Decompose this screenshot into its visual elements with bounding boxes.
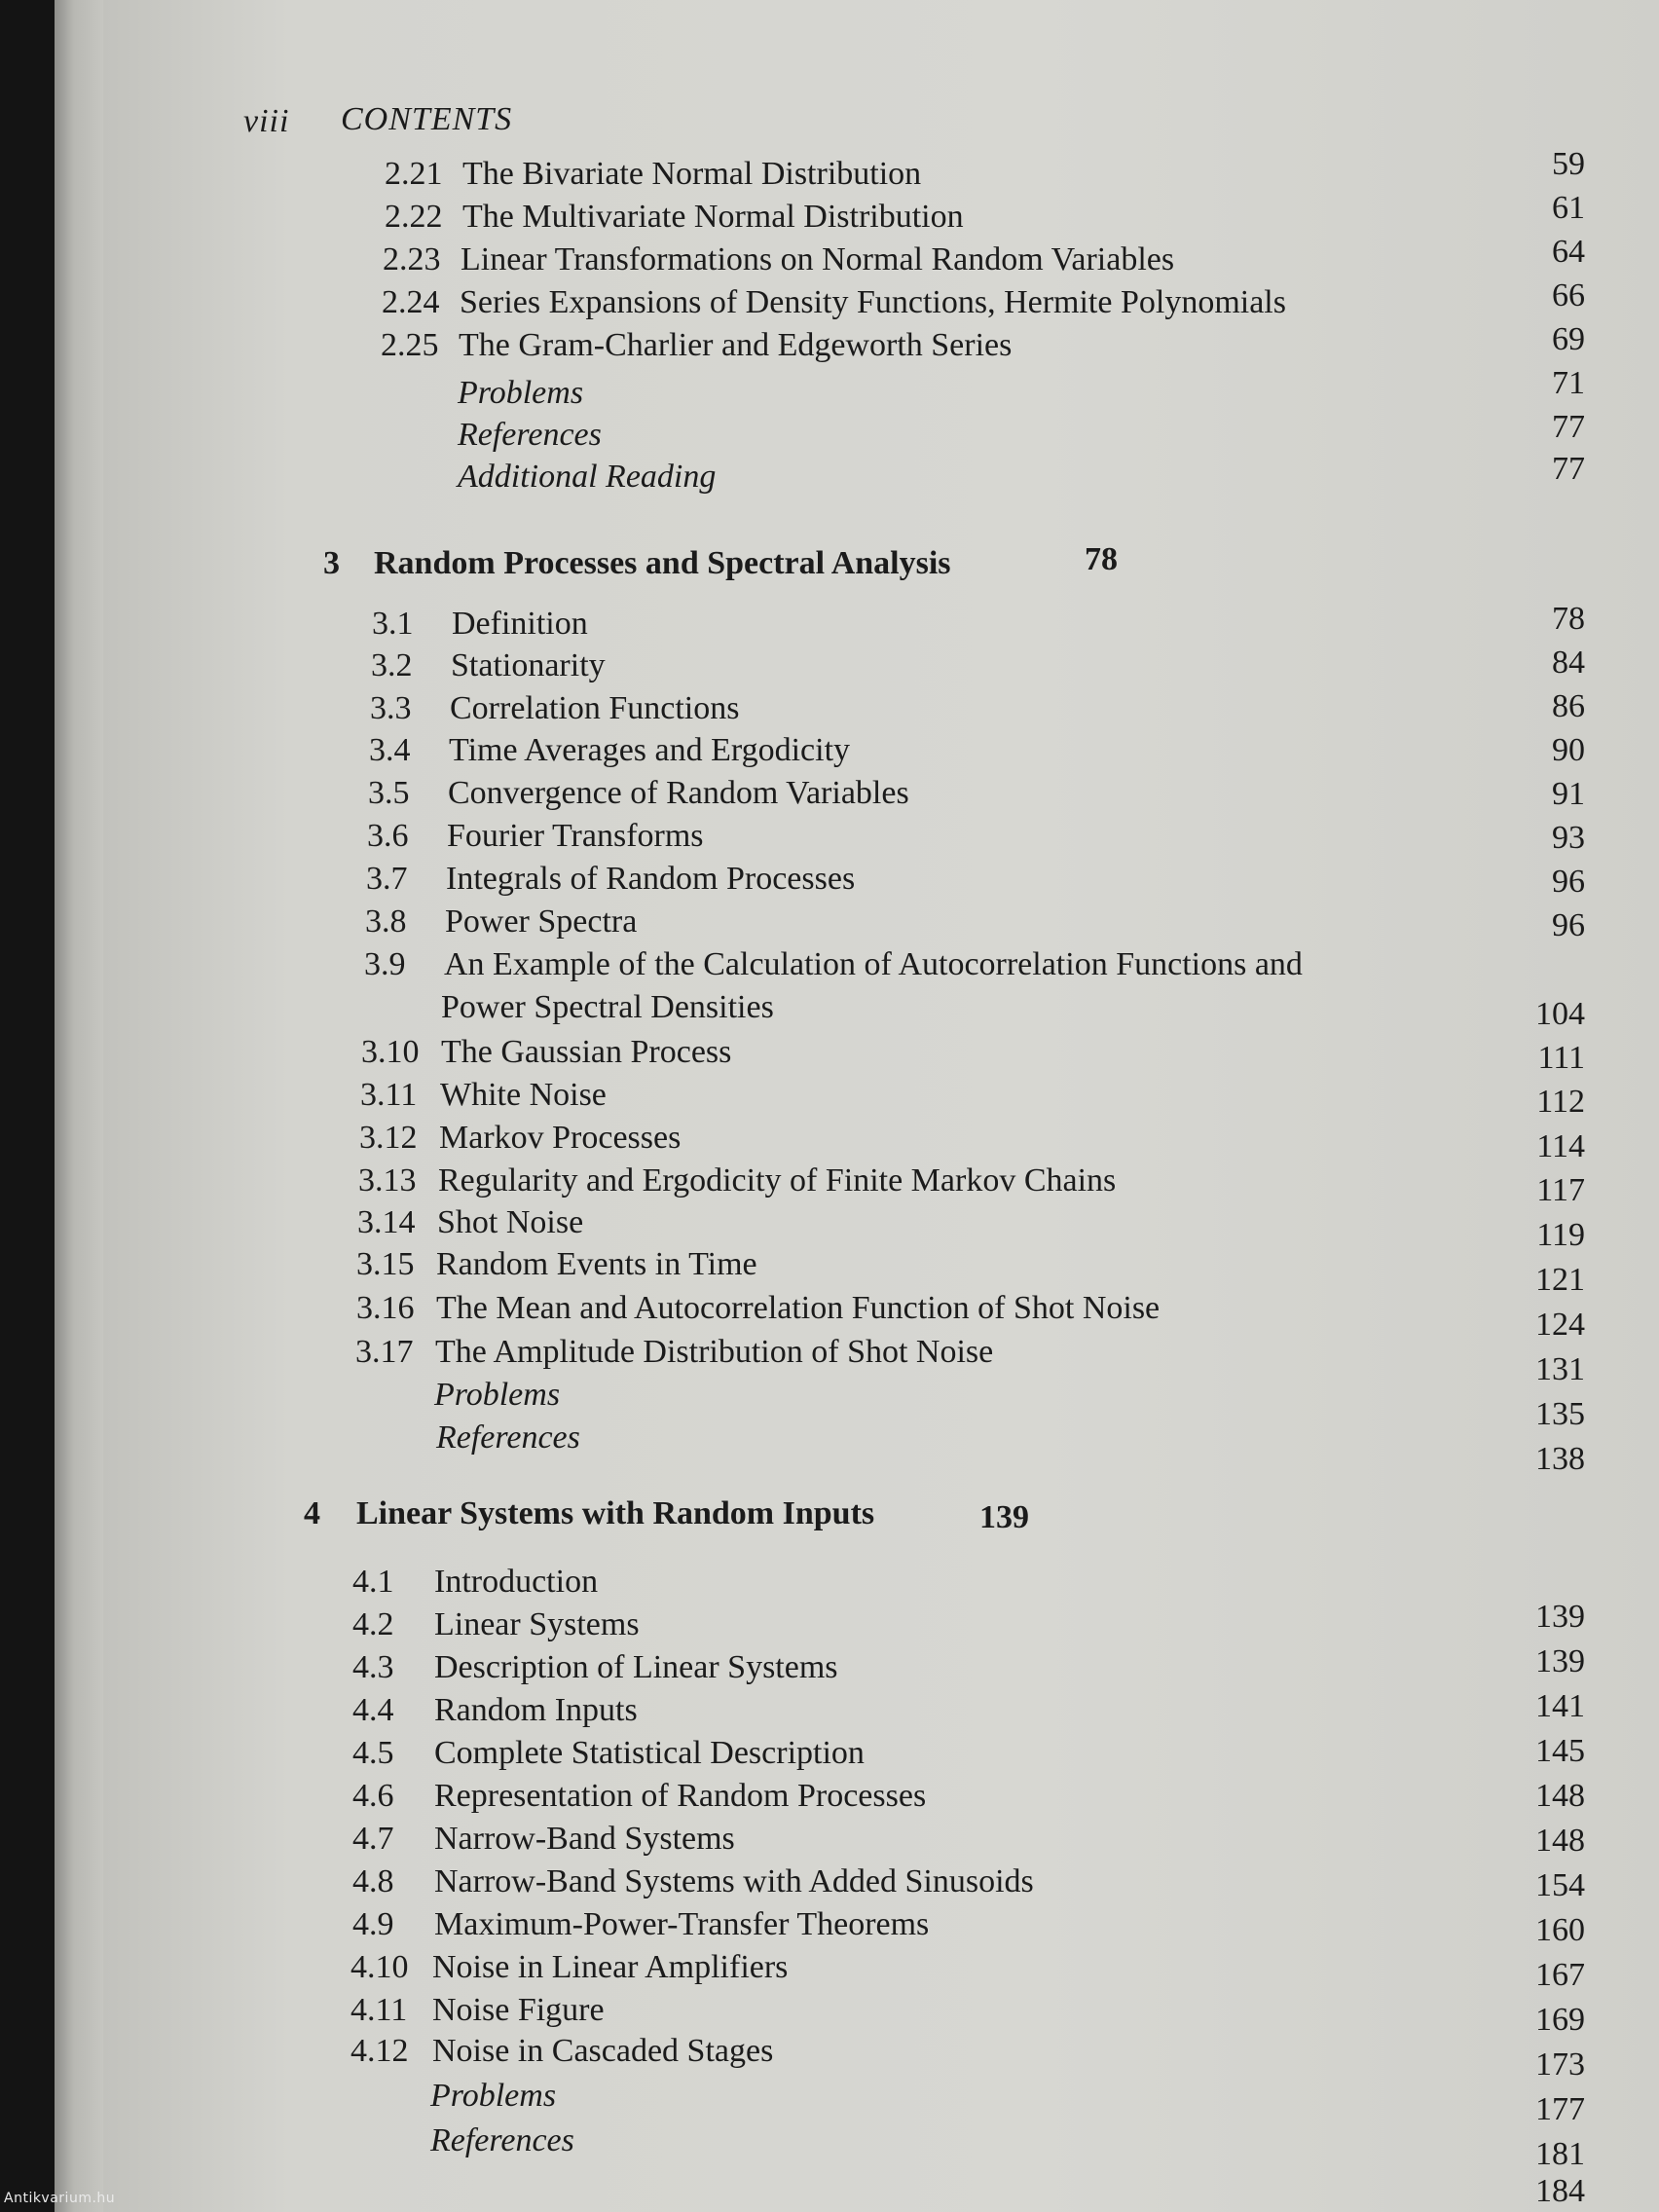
toc-page: 114 xyxy=(1536,1128,1585,1164)
toc-page: 167 xyxy=(1535,1957,1585,1993)
toc-entry-references: References xyxy=(458,417,602,453)
toc-page: 93 xyxy=(1552,820,1585,856)
toc-page: 121 xyxy=(1535,1262,1585,1298)
toc-page: 138 xyxy=(1535,1441,1585,1477)
toc-page: 104 xyxy=(1535,996,1585,1032)
toc-page: 148 xyxy=(1535,1823,1585,1859)
toc-entry-problems: Problems xyxy=(434,1377,561,1413)
toc-page: 78 xyxy=(1552,601,1585,637)
toc-page: 96 xyxy=(1552,907,1585,943)
toc-page: 69 xyxy=(1552,321,1585,357)
toc-page: 145 xyxy=(1535,1733,1585,1769)
toc-page: 181 xyxy=(1535,2136,1585,2172)
toc-entry-references: References xyxy=(436,1419,580,1456)
chapter-heading: 4 Linear Systems with Random Inputs 139 xyxy=(304,1495,1029,1535)
chapter-heading: 3 Random Processes and Spectral Analysis 78 xyxy=(323,541,1118,581)
toc-page: 84 xyxy=(1552,645,1585,681)
toc-page: 141 xyxy=(1535,1688,1585,1724)
book-spine-shadow xyxy=(0,0,55,2212)
toc-page: 111 xyxy=(1537,1040,1585,1076)
toc-page: 173 xyxy=(1535,2046,1585,2083)
toc-entry-continuation: Power Spectral Densities xyxy=(441,989,774,1025)
toc-page: 135 xyxy=(1535,1396,1585,1432)
toc-page: 90 xyxy=(1552,732,1585,768)
toc-page: 86 xyxy=(1552,688,1585,724)
watermark: Antikvarium.hu xyxy=(4,2191,116,2206)
toc-page: 64 xyxy=(1552,234,1585,270)
page-edge xyxy=(55,0,103,2212)
toc-entry-problems: Problems xyxy=(430,2078,557,2114)
toc-page: 112 xyxy=(1536,1084,1585,1120)
toc-page: 71 xyxy=(1552,365,1585,401)
running-title: CONTENTS xyxy=(341,101,513,137)
toc-page: 148 xyxy=(1535,1778,1585,1814)
toc-page: 184 xyxy=(1535,2173,1585,2209)
toc-page: 139 xyxy=(1535,1643,1585,1679)
running-page-number: viii xyxy=(243,103,290,139)
toc-entry-problems: Problems xyxy=(458,375,584,411)
toc-page: 96 xyxy=(1552,864,1585,900)
toc-page: 139 xyxy=(1535,1599,1585,1635)
toc-page: 119 xyxy=(1536,1217,1585,1253)
toc-page: 91 xyxy=(1552,776,1585,812)
toc-entry-additional-reading: Additional Reading xyxy=(458,459,717,495)
toc-entry-references: References xyxy=(430,2122,574,2158)
toc-page: 77 xyxy=(1552,409,1585,445)
toc-page: 124 xyxy=(1535,1307,1585,1343)
toc-page: 61 xyxy=(1552,190,1585,226)
toc-page: 169 xyxy=(1535,2002,1585,2038)
toc-page: 177 xyxy=(1535,2091,1585,2127)
toc-page: 131 xyxy=(1535,1351,1585,1387)
toc-page: 160 xyxy=(1535,1912,1585,1948)
toc-page: 154 xyxy=(1535,1867,1585,1903)
toc-page: 59 xyxy=(1552,146,1585,182)
toc-page: 66 xyxy=(1552,277,1585,313)
toc-page: 117 xyxy=(1536,1172,1585,1208)
toc-page: 77 xyxy=(1552,451,1585,487)
